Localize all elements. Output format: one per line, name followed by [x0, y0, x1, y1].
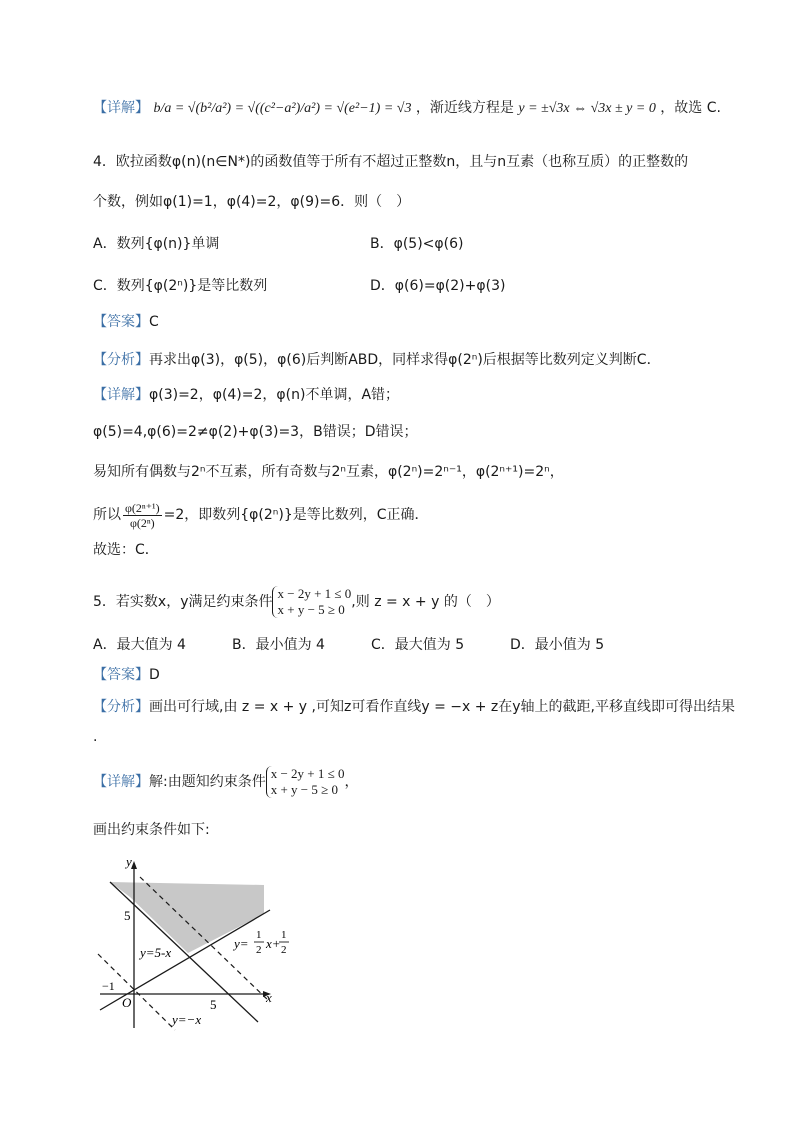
- q4-stem-line2: 个数，例如φ(1)=1，φ(4)=2，φ(9)=6．则（ ）: [93, 194, 411, 210]
- y-axis-arrow: [131, 861, 137, 869]
- q5-detail: [93, 764, 359, 800]
- q5-analysis-end: .: [93, 729, 98, 745]
- x-axis-label: x: [266, 990, 272, 1005]
- q4-option-c: C．数列{φ(2ⁿ)}是等比数列: [93, 278, 268, 294]
- q4-detail-4: [93, 500, 429, 530]
- q4-answer: [93, 312, 159, 332]
- detail-text: =2，即数列{φ(2ⁿ)}是等比数列，C正确．: [163, 507, 429, 523]
- fraction-numerator: φ(2ⁿ⁺¹): [125, 500, 160, 515]
- x-intercept-label: 5: [210, 997, 217, 1012]
- y-intercept-label: 5: [124, 908, 131, 923]
- answer-tag: 【答案】: [93, 667, 149, 683]
- detail-text: φ(3)=2，φ(4)=2，φ(n)不单调，A错；: [149, 387, 400, 403]
- q4-option-d: D．φ(6)=φ(2)+φ(3): [370, 278, 506, 294]
- detail-end: ，: [344, 774, 359, 790]
- q4-analysis: [93, 350, 661, 370]
- detail-tag: 【详解】: [93, 387, 149, 403]
- q5-option-b: B．最小值为 4: [232, 637, 325, 653]
- constraint-2: x + y − 5 ≥ 0: [270, 782, 339, 797]
- q5-answer: [93, 665, 160, 685]
- q4-stem-line1: 4．欧拉函数φ(n)(n∈N*)的函数值等于所有不超过正整数n，且与n互素（也称互质）的正整数的: [93, 154, 689, 170]
- analysis-tag: 【分析】: [93, 352, 149, 368]
- answer-value: D: [149, 667, 160, 683]
- fraction-1-num: 1: [256, 929, 262, 941]
- answer-tag: 【答案】: [93, 314, 149, 330]
- minus-one-label: −1: [102, 979, 115, 993]
- asymptote-equation: y = ±√3x ⇔ √3x ± y = 0: [518, 101, 656, 116]
- detail-text: 所以: [93, 507, 121, 523]
- answer-value: C: [149, 314, 159, 330]
- line-label-minus-x: y=−x: [172, 1012, 202, 1027]
- fraction-denominator: φ(2ⁿ): [129, 515, 155, 530]
- analysis-text: 画出可行域,由 z = x + y ,可知z可看作直线y = −x + z在y轴上的截距,平移直线即可得出结果: [149, 699, 735, 715]
- constraint-2: x + y − 5 ≥ 0: [277, 602, 345, 617]
- y-axis-label: y: [126, 854, 132, 869]
- q5-analysis: [93, 697, 735, 717]
- constraint-1: x − 2y + 1 ≤ 0: [270, 766, 345, 781]
- detail-text: ，渐近线方程是: [415, 100, 514, 116]
- detail-tag: 【详解】: [93, 100, 149, 116]
- line-label-5-minus-x: y=5-x: [140, 945, 172, 960]
- q5-stem: [93, 584, 500, 620]
- constraint-system: [272, 586, 351, 618]
- q4-detail-2: φ(5)=4,φ(6)=2≠φ(2)+φ(3)=3，B错误；D错误；: [93, 424, 418, 440]
- constraint-1: x − 2y + 1 ≤ 0: [277, 586, 352, 601]
- feasible-region-graph: [90, 852, 310, 1032]
- ratio-fraction: [123, 501, 162, 530]
- q5-stem-text: ,则 z = x + y 的（ ）: [351, 594, 500, 610]
- analysis-tag: 【分析】: [93, 699, 149, 715]
- detail-tag: 【详解】: [93, 774, 149, 790]
- fraction-2-den: 2: [281, 944, 287, 956]
- constraint-system: [266, 766, 345, 798]
- fraction-1-den: 2: [256, 944, 262, 956]
- line-label-half-a: y=: [234, 936, 249, 951]
- detail-line-q3: [93, 98, 721, 119]
- origin-label: O: [122, 995, 132, 1010]
- q4-detail-3: 易知所有偶数与2ⁿ不互素，所有奇数与2ⁿ互素，φ(2ⁿ)=2ⁿ⁻¹，φ(2ⁿ⁺¹)=2ⁿ，: [93, 464, 564, 480]
- q4-option-b: B．φ(5)<φ(6): [370, 236, 464, 252]
- q4-conclusion: 故选：C．: [93, 542, 159, 558]
- q5-draw-caption: 画出约束条件如下:: [93, 822, 210, 838]
- detail-text: 解:由题知约束条件: [149, 774, 266, 790]
- q5-option-d: D．最小值为 5: [510, 637, 605, 653]
- eccentricity-formula: b/a = √(b²/a²) = √((c²−a²)/a²) = √(e²−1) = √3: [153, 101, 412, 116]
- q4-detail-1: [93, 385, 399, 405]
- q4-option-a: A．数列{φ(n)}单调: [93, 236, 220, 252]
- detail-end: ，故选 C.: [660, 100, 721, 116]
- q5-option-a: A．最大值为 4: [93, 637, 186, 653]
- q5-option-c: C．最大值为 5: [371, 637, 465, 653]
- q5-stem-text: 5．若实数x，y满足约束条件: [93, 594, 273, 610]
- fraction-2-num: 1: [281, 929, 287, 941]
- analysis-text: 再求出φ(3)，φ(5)，φ(6)后判断ABD，同样求得φ(2ⁿ)后根据等比数列定义判断C．: [149, 352, 661, 368]
- line-label-half-b: x+: [266, 936, 281, 951]
